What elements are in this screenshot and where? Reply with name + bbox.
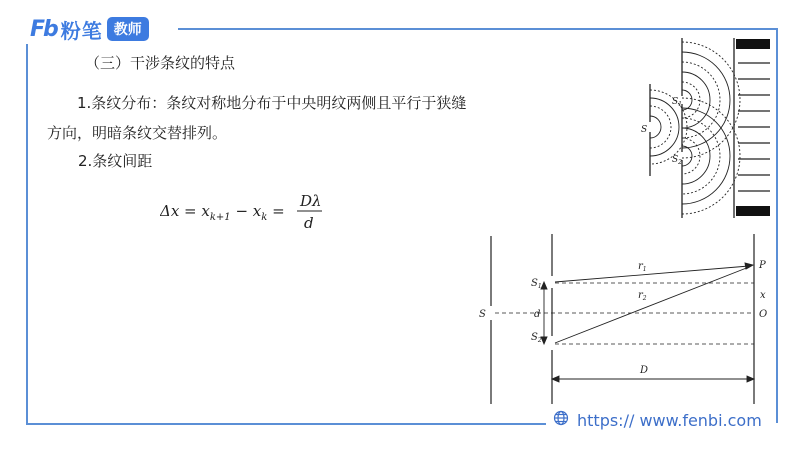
svg-text:S2 [672, 155, 682, 166]
svg-text:S1 [531, 278, 542, 290]
label-r1: r [638, 261, 643, 272]
svg-text:S2 [531, 332, 542, 344]
double-slit-wave-diagram [630, 36, 775, 220]
label-r1-sub: 1 [642, 266, 647, 273]
formula-sub2: k [261, 212, 268, 223]
frame-bottom-line [26, 423, 546, 425]
frame-top-line [178, 28, 776, 30]
label-s2: S [672, 155, 679, 165]
label-s1: S [531, 278, 538, 289]
label-s2-sub: 2 [678, 159, 682, 166]
item-1-text: 1.条纹分布：条纹对称地分布于中央明纹两侧且平行于狭缝方向，明暗条纹交替排列。 [47, 94, 467, 142]
formula-mid: − x [230, 202, 262, 220]
label-r2-sub: 2 [642, 295, 647, 302]
frame-left-line [26, 44, 28, 424]
formula-lhs: Δx = x [160, 202, 210, 220]
brand-logo [30, 16, 149, 42]
formula-eq: = [267, 202, 285, 220]
label-source-s: S [479, 309, 486, 320]
svg-text:r2 [638, 290, 647, 302]
footer-url-link[interactable]: https:// www.fenbi.com [577, 410, 762, 430]
label-s1-sub: 1 [678, 101, 682, 108]
formula-sub1: k+1 [209, 212, 231, 223]
label-o: O [759, 309, 768, 320]
section-heading: （三）干涉条纹的特点 [85, 54, 236, 72]
logo-mark: Fb [30, 16, 57, 42]
svg-text:r1 [638, 261, 647, 273]
fringe-spacing-formula [160, 190, 360, 240]
item-2-text: 2.条纹间距 [78, 152, 153, 170]
label-s2: S [531, 332, 538, 343]
label-s1: S [672, 97, 679, 107]
svg-text:Δx = xk+1 − xk = [160, 202, 285, 223]
label-r2: r [638, 290, 643, 301]
label-p: P [759, 260, 766, 271]
label-s2-sub: 2 [537, 337, 542, 344]
label-s1-sub: 1 [537, 283, 542, 290]
footer [553, 410, 762, 430]
formula-denominator: d [304, 214, 314, 232]
logo-name: 粉笔 [60, 18, 103, 43]
label-d: d [534, 309, 541, 320]
globe-icon [553, 410, 569, 430]
label-s: S [641, 125, 648, 135]
svg-text:S1 [672, 97, 682, 108]
formula-numerator: Dλ [300, 192, 322, 210]
logo-badge: 教师 [107, 17, 149, 41]
label-D: D [640, 365, 649, 376]
double-slit-geometry-diagram [475, 232, 775, 408]
label-x: x [760, 290, 766, 301]
frame-right-line [776, 28, 778, 423]
